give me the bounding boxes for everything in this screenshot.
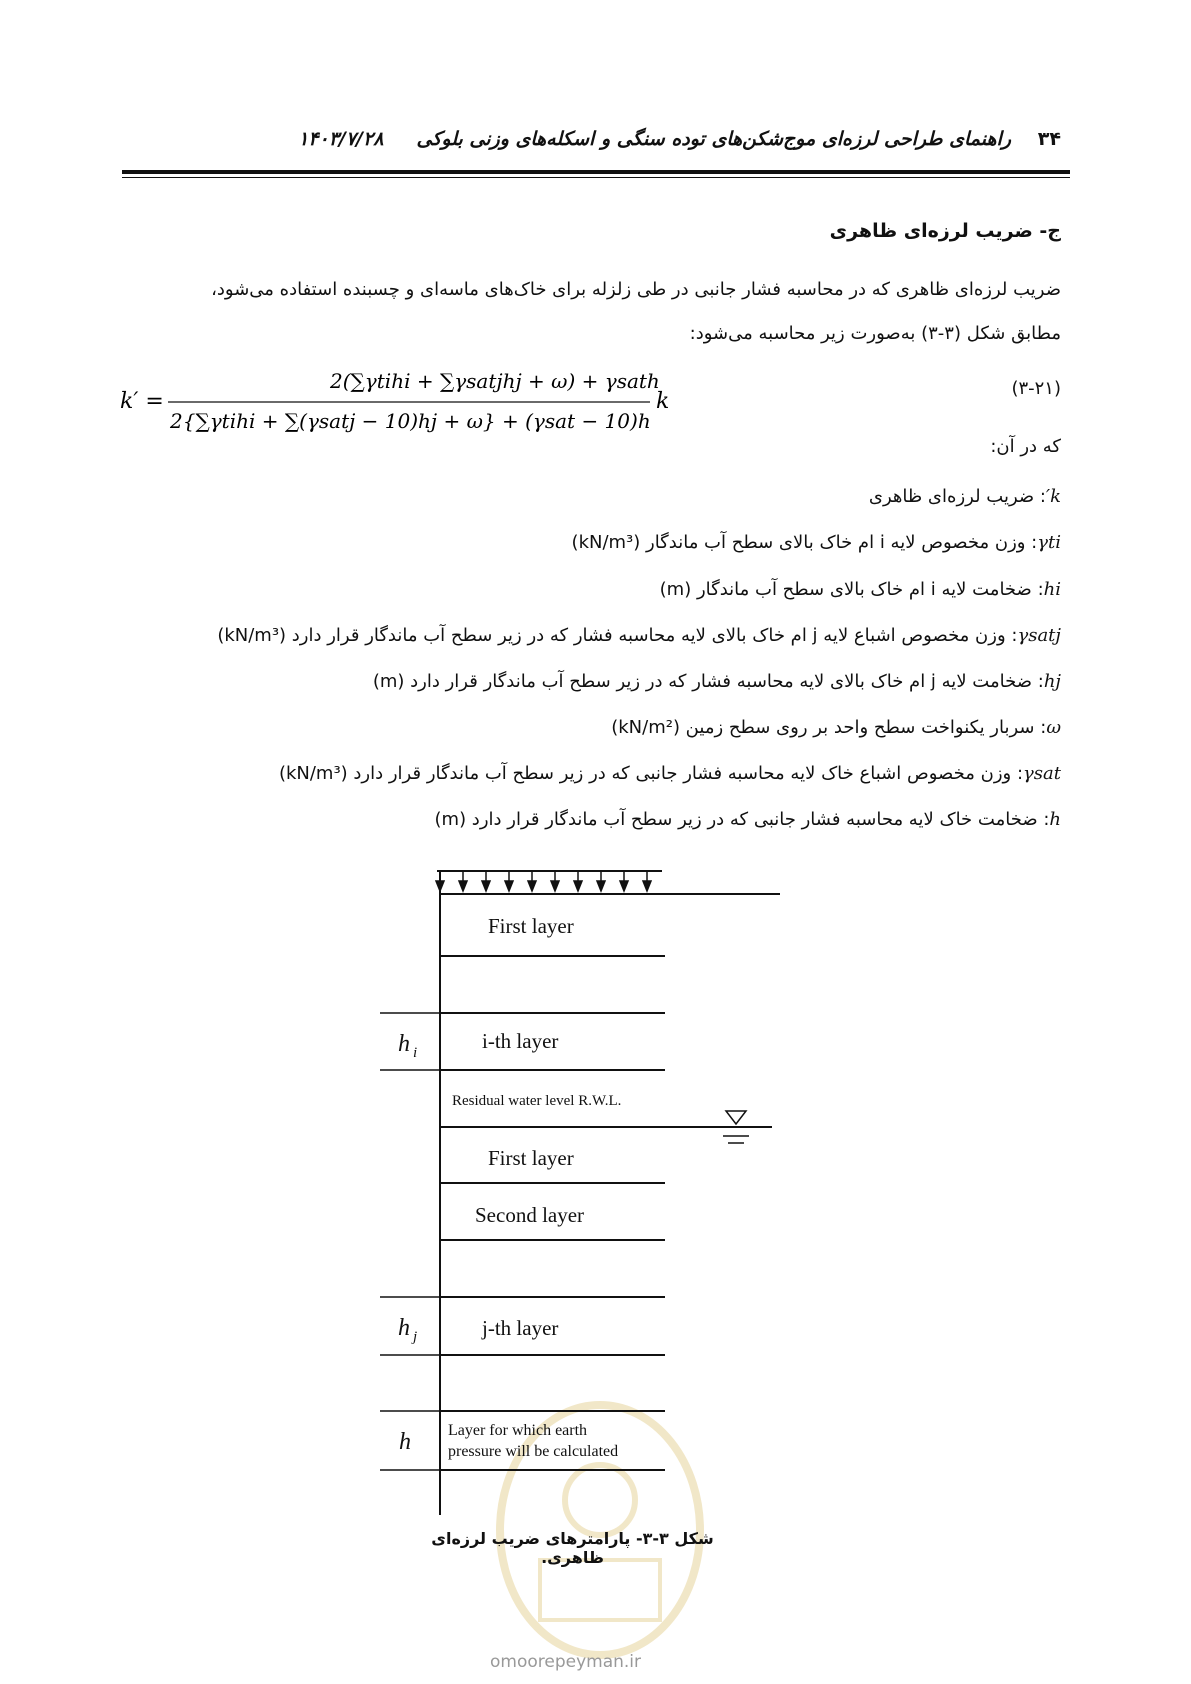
definition-symbol: hj: [1043, 671, 1061, 692]
page-number: ۳۴: [1037, 128, 1061, 150]
dim-hi-base: h: [398, 1031, 410, 1057]
definition-symbol: h: [1049, 809, 1061, 830]
header-rule-thin: [122, 177, 1070, 178]
definition-text: سربار یکنواخت سطح واحد بر روی سطح زمین (kN/m²): [611, 717, 1035, 738]
dimension-lines: [380, 1013, 440, 1470]
definition-item: h: ضخامت خاک لایه محاسبه فشار جانبی که در زیر سطح آب ماندگار قرار دارد (m): [434, 809, 1061, 830]
figure-caption: شکل ۳-۳- پارامترهای ضریب لرزه‌ای ظاهری.: [431, 1529, 714, 1567]
definition-item: γsat: وزن مخصوص اشباع خاک لایه محاسبه فشار جانبی که در زیر سطح آب ماندگار قرار دارد (kN/m³): [278, 763, 1061, 784]
label-second-layer: Second layer: [475, 1203, 585, 1227]
equation-denominator: 2{∑γtihi + ∑(γsatj − 10)hj + ω} + (γsat − 10)h: [170, 409, 651, 433]
running-header: [122, 128, 1011, 150]
definition-item: hj: ضخامت لایه j ام خاک بالای لایه محاسبه فشار که در زیر سطح آب ماندگار قرار دارد (m): [372, 671, 1061, 692]
label-calc-layer-line1: Layer for which earth: [448, 1422, 588, 1439]
definition-symbol: k′: [1045, 486, 1061, 507]
definition-text: ضخامت لایه i ام خاک بالای سطح آب ماندگار (m): [659, 579, 1032, 600]
header-date: ۱۴۰۳/۷/۲۸: [298, 128, 384, 150]
figure-svg: [380, 865, 800, 1525]
equation-lhs: k′ =: [120, 389, 164, 414]
header-rule-thick: [122, 170, 1070, 174]
label-rwl: Residual water level R.W.L.: [452, 1093, 622, 1109]
definition-symbol: hi: [1043, 579, 1061, 600]
surcharge-arrows: [436, 871, 651, 891]
section-title: ج- ضریب لرزه‌ای ظاهری: [829, 220, 1061, 242]
equation-rhs: k: [656, 389, 670, 414]
seal-grid: [540, 1560, 660, 1620]
definition-text: وزن مخصوص اشباع لایه j ام خاک بالای لایه محاسبه فشار که در زیر سطح آب ماندگار قرار دارد (kN/m³): [217, 625, 1006, 646]
definition-symbol: γsatj: [1017, 625, 1061, 646]
equation-number: (۳-۲۱): [1011, 378, 1061, 399]
where-label: که در آن:: [990, 436, 1061, 457]
dim-hj-base: h: [398, 1315, 410, 1341]
definition-text: ضریب لرزه‌ای ظاهری: [868, 486, 1035, 507]
definition-item: k′: ضریب لرزه‌ای ظاهری: [868, 486, 1061, 507]
equation-numerator: 2(∑γtihi + ∑γsatjhj + ω) + γsath: [330, 369, 660, 393]
equation: [120, 360, 680, 440]
label-ith-layer: i-th layer: [482, 1029, 559, 1053]
dim-hi-sub: i: [413, 1045, 418, 1061]
paragraph-line-1: ضریب لرزه‌ای ظاهری که در محاسبه فشار جانبی در طی زلزله برای خاک‌های ماسه‌ای و چسبنده استفاده می‌شود،: [211, 279, 1061, 300]
definition-text: وزن مخصوص اشباع خاک لایه محاسبه فشار جانبی که در زیر سطح آب ماندگار قرار دارد (kN/m³): [278, 763, 1012, 784]
dim-h: h: [399, 1429, 411, 1455]
label-first-layer-top: First layer: [488, 914, 574, 938]
label-first-layer-bottom: First layer: [488, 1146, 574, 1170]
definition-symbol: ω: [1046, 717, 1061, 738]
header-title: راهنمای طراحی لرزه‌ای موج‌شکن‌های توده سنگی و اسکله‌های وزنی بلوکی: [416, 128, 1011, 150]
definition-text: ضخامت خاک لایه محاسبه فشار جانبی که در زیر سطح آب ماندگار قرار دارد (m): [434, 809, 1038, 830]
soil-layers-figure: [380, 865, 800, 1529]
definition-item: hi: ضخامت لایه i ام خاک بالای سطح آب ماندگار (m): [659, 579, 1061, 600]
paragraph-line-2: مطابق شکل (۳-۳) به‌صورت زیر محاسبه می‌شود:: [689, 323, 1061, 344]
definition-text: ضخامت لایه j ام خاک بالای لایه محاسبه فشار که در زیر سطح آب ماندگار قرار دارد (m): [372, 671, 1033, 692]
label-jth-layer: j-th layer: [482, 1316, 559, 1340]
definition-item: γsatj: وزن مخصوص اشباع لایه j ام خاک بالای لایه محاسبه فشار که در زیر سطح آب ماندگار قرار دارد (kN/m³): [217, 625, 1061, 646]
definition-symbol: γti: [1037, 532, 1061, 553]
watermark-text: omoorepeyman.ir: [490, 1652, 642, 1672]
dim-hj-sub: j: [413, 1329, 418, 1345]
definition-text: وزن مخصوص لایه i ام خاک بالای سطح آب ماندگار (kN/m³): [571, 532, 1026, 553]
definition-item: γti: وزن مخصوص لایه i ام خاک بالای سطح آب ماندگار (kN/m³): [571, 532, 1061, 553]
label-calc-layer-line2: pressure will be calculated: [448, 1443, 619, 1460]
intro-paragraph: [120, 268, 1061, 356]
definition-item: ω: سربار یکنواخت سطح واحد بر روی سطح زمین (kN/m²): [611, 717, 1061, 738]
equation-svg: [120, 360, 680, 440]
definition-symbol: γsat: [1023, 763, 1061, 784]
